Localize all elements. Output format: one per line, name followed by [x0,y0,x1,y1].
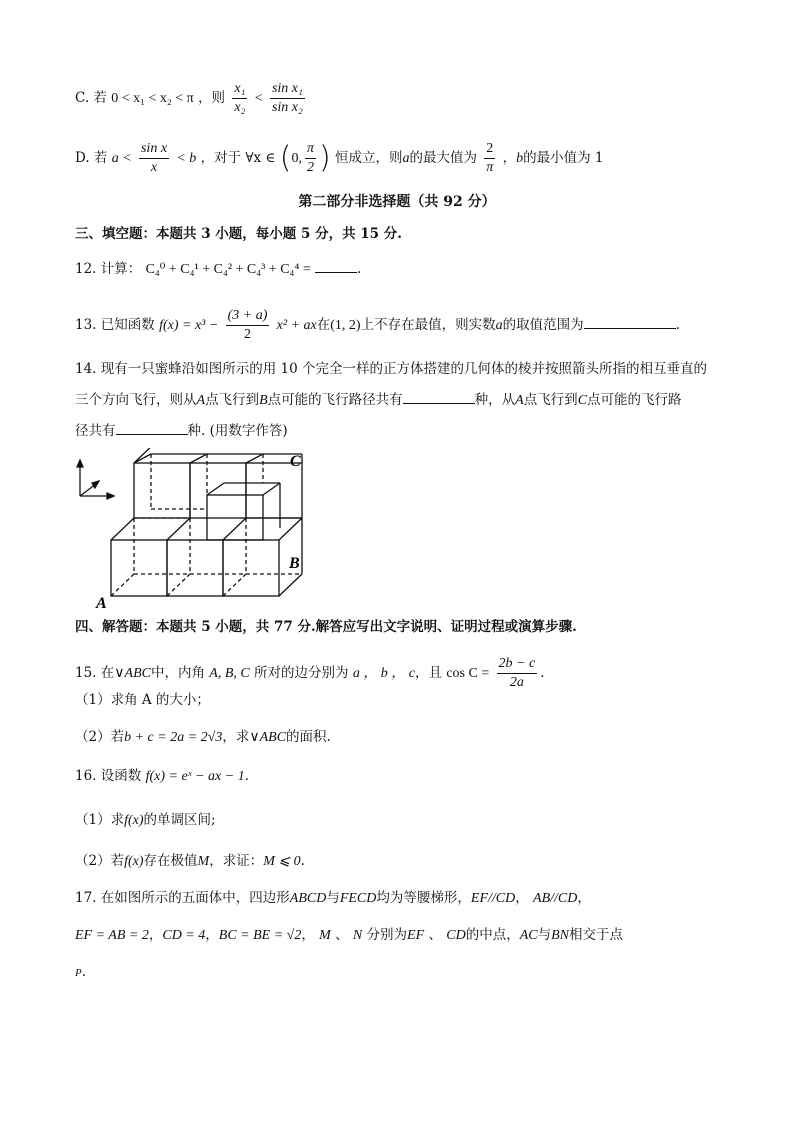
option-d-fraction [139,140,169,177]
option-d-rest1: 恒成立，则 [334,150,403,166]
question-15 [75,655,545,692]
q12-prefix: 12. 计算： [75,261,142,277]
point-a: A [515,393,524,408]
fraction-numerator: sin x [139,140,169,159]
label-a: A [96,595,107,610]
q13-answer-blank[interactable] [584,314,676,329]
question-17-line3 [75,962,86,983]
q13-prefix: 13. 已知函数 [75,317,155,333]
q15-text: 所对的边分别为 [254,665,349,681]
q15-cos: cos C = [446,666,490,681]
q13-rest: 上不存在最值，则实数 [360,317,496,333]
q16-text: （1）求 [75,812,125,828]
q16-inequality: M ⩽ 0 [263,854,301,869]
fraction-numerator: sin x₁ [270,80,305,99]
left-paren-icon: ( [279,140,292,176]
question-13 [75,307,680,344]
q17-fecd: FECD [339,891,377,906]
option-d-max-fraction [484,140,495,177]
option-c-then: ，则 [198,90,226,106]
q14-text: 三个方向飞行，则从 [75,392,197,408]
q13-function: f(x) = x³ − [159,318,219,333]
option-d-label: D. 若 [75,150,108,166]
point-b: B [259,393,268,408]
q16-m: M [197,854,210,869]
question-17-line2 [75,925,623,946]
q12-suffix: . [357,261,362,277]
q17-bc-be: BC = BE = √2 [218,928,302,943]
fraction-denominator: 2a [509,675,524,690]
fraction-numerator: (3 + a) [226,307,270,326]
q17-text: ， [205,927,219,943]
q16-f: f(x) [124,854,144,869]
q13-mid: 在 [316,317,331,333]
q16-text: 的单调区间; [143,812,216,828]
q15-fraction [497,655,538,692]
fraction-denominator: x₂ [234,100,246,115]
q17-cd: CD [446,928,466,943]
option-d-a-lt: a < [111,151,132,166]
question-16-part1 [75,810,216,831]
q15-triangle: ∨ABC [249,730,287,745]
q17-ac: AC [519,928,538,943]
fraction-numerator: π [305,140,316,159]
q14-text: 点飞行到 [523,392,578,408]
q14-answer-blank-2[interactable] [116,420,188,435]
q17-p: P [75,967,82,979]
question-14-line1: 14. 现有一只蜜蜂沿如图所示的用 10 个完全一样的正方体搭建的几何体的棱并按照箭头所指的相互垂直的 [75,361,708,377]
direction-arrows-icon [77,460,114,499]
var-b: b [516,151,524,166]
q12-expression: C₄⁰ + C₄¹ + C₄² + C₄³ + C₄⁴ = [145,262,311,277]
question-16-part2 [75,851,305,872]
option-d-interval-fraction [305,140,316,177]
q14-text: 点可能的飞行路径共有 [267,392,403,408]
q14-text: 点可能的飞行路 [587,392,682,408]
q15-text: 的面积. [286,729,331,745]
q14-text: 种，从 [474,392,516,408]
q17-text: 的中点， [465,927,520,943]
q17-ab-parallel: AB//CD [533,891,578,906]
part2-title: 第二部分非选择题（共 92 分） [298,194,496,210]
fraction-numerator: 2b − c [497,655,538,674]
q13-fraction [226,307,270,344]
fraction-denominator: 2 [243,327,251,342]
q16-function: f(x) = eˣ − ax − 1 [145,769,245,784]
q17-text: 相交于点 [568,927,623,943]
q16-text: 存在极值 [143,853,198,869]
option-d-forall: ，对于 ∀x ∈ [200,150,276,166]
q16-text: ，求证： [209,853,264,869]
q17-text: ， [148,927,163,943]
option-c-label: C. 若 [75,90,107,106]
question-16 [75,766,249,787]
q17-text: 、 [335,927,349,943]
label-b: B [289,555,300,572]
q17-ef: EF [407,928,425,943]
question-14-line3 [75,420,288,441]
q17-abcd: ABCD [289,891,327,906]
right-paren-icon: ) [318,140,331,176]
q17-ef-ab: EF = AB = 2 [75,928,149,943]
q14-text: 径共有 [75,423,116,439]
q15-end: . [540,665,545,681]
q15-text: （2）若 [75,729,125,745]
question-15-part2 [75,727,331,748]
less-than: < [254,91,263,106]
option-c [75,80,308,117]
q15-condition: b + c = 2a = 2√3 [124,730,223,745]
q16-end: . [244,768,250,784]
option-d-lt-b: < b [176,151,197,166]
q14-text: 点飞行到 [205,392,260,408]
q17-bn: BN [551,928,569,943]
q15-text: 中，内角 [150,665,205,681]
option-d-rest4: 的最小值为 1 [523,150,604,166]
option-c-rhs-fraction [270,80,305,117]
q17-end: . [81,964,87,980]
q16-text: （2）若 [75,853,125,869]
q17-text: ， [577,890,591,906]
point-c: C [577,393,588,408]
q14-text: 种. (用数字作答) [187,423,288,439]
fraction-denominator: x [150,160,158,175]
fraction-numerator: 2 [484,140,495,159]
q17-text: 分别为 [366,927,408,943]
section4-heading: 四、解答题：本题共 5 小题，共 77 分.解答应写出文字说明、证明过程或演算步骤. [75,619,577,635]
q15-text: ，且 [415,665,443,681]
q17-text: ， [515,890,529,906]
option-c-lhs-fraction [232,80,247,117]
q13-tail: x² + ax [276,318,317,333]
q17-text: 均为等腰梯形， [376,890,471,906]
option-c-condition: 0 < x₁ < x₂ < π [111,91,194,106]
question-12 [75,258,361,280]
label-c: C [290,453,301,470]
var-a: a [402,151,410,166]
question-17-line1 [75,888,591,909]
option-d-rest2: 的最大值为 [409,150,477,166]
q13-interval: (1, 2) [330,318,361,333]
q17-text: 与 [537,927,552,943]
interval-left: 0, [291,151,302,166]
q13-end: . [675,317,680,333]
q15-triangle: ∨ABC [114,666,151,681]
question-15-part1: （1）求角 A 的大小； [75,692,210,708]
q17-text: ， [301,927,315,943]
q17-text: 与 [326,890,340,906]
q16-text: 16. 设函数 [75,768,142,784]
q15-text: 15. 在 [75,665,115,681]
fraction-numerator: x₁ [232,80,247,99]
fraction-denominator: sin x₂ [271,100,303,115]
point-a: A [196,393,206,408]
fraction-denominator: 2 [306,160,314,175]
q17-m: M [319,928,331,943]
q12-answer-blank[interactable] [315,258,357,273]
q16-f: f(x) [124,813,144,828]
q17-cd: CD = 4 [162,928,206,943]
q17-text: 、 [428,927,442,943]
q15-angles: A, B, C [209,666,250,681]
cube-structure-figure [66,448,316,610]
question-14-line2 [75,389,682,411]
q14-answer-blank-1[interactable] [403,389,475,404]
q13-rest2: 的取值范围为 [502,317,584,333]
q15-text: ，求 [222,729,250,745]
option-d [75,140,603,177]
fraction-denominator: π [486,160,494,175]
section3-heading: 三、填空题：本题共 3 小题，每小题 5 分，共 15 分. [75,226,402,242]
q17-text: 17. 在如图所示的五面体中，四边形 [75,890,290,906]
var-a: a [495,318,503,333]
q15-sides: a ， b ， c [352,666,416,681]
option-d-rest3: ， [502,150,517,166]
q16-end: . [300,853,305,869]
q17-ef-parallel: EF//CD [470,891,516,906]
q17-n: N [352,928,363,943]
